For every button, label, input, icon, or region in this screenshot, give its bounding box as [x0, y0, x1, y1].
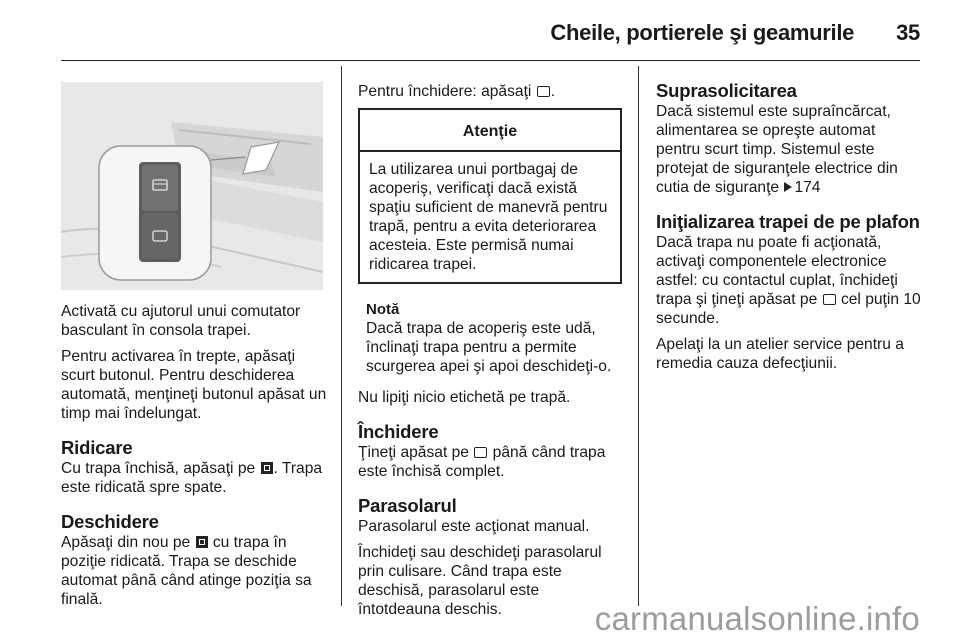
section-ridicare — [61, 437, 329, 497]
close-instruction: Pentru închidere: apăsaţi . — [358, 83, 556, 100]
no-sticker-text: Nu lipiţi nicio etichetă pe trapă. — [358, 389, 571, 406]
heading-parasolarul: Parasolarul — [358, 495, 457, 516]
header-rule — [61, 60, 920, 61]
initializare-text: Dacă trapa nu poate fi acţionată, activaţi componentele electronice astfel: cu contactul cuplat, închideţi trapa şi ţineţi apăsat pe cel puţin 10 secunde. — [656, 234, 921, 327]
right-column — [656, 80, 922, 380]
page-reference: 174 — [794, 179, 821, 196]
section-parasolarul — [358, 495, 622, 619]
close-button-icon — [537, 86, 550, 97]
suprasolicitarea-text: Dacă sistemul este supraîncărcat, alimentarea se opreşte automat pentru scurt timp. Sistemul este protejat de siguranţele electrice din cutia de siguranţe 174 — [656, 103, 898, 196]
left-column — [61, 302, 329, 616]
heading-inchidere: Închidere — [358, 421, 439, 442]
heading-deschidere: Deschidere — [61, 511, 159, 532]
tilt-button-icon — [196, 536, 208, 548]
page-reference-icon — [784, 182, 792, 192]
initializare-text-2: Apelaţi la un atelier service pentru a remedia cauza defecţiunii. — [656, 336, 904, 372]
inchidere-text: Ţineţi apăsat pe până când trapa este închisă complet. — [358, 444, 606, 480]
section-deschidere — [61, 511, 329, 609]
page-number: 35 — [896, 20, 920, 45]
warning-body: La utilizarea unui portbagaj de acoperiş, verificaţi dacă există spaţiu suficient de manevră pentru trapă, pentru a evita deteriorarea acesteia. Este permisă numai ridicarea trapei. — [369, 161, 608, 273]
close-button-icon — [474, 447, 487, 458]
deschidere-text: Apăsaţi din nou pe cu trapa în poziţie ridicată. Trapa se deschide automat până când atinge poziţia sa finală. — [61, 534, 312, 608]
note-body: Dacă trapa de acoperiş este udă, înclinaţi trapa pentru a permite scurgerea apei şi apoi deschideţi-o. — [366, 320, 612, 375]
tilt-button-icon — [261, 462, 273, 474]
warning-title: Atenţie — [360, 110, 620, 152]
close-button-icon — [823, 294, 836, 305]
ridicare-text: Cu trapa închisă, apăsaţi pe . Trapa este ridicată spre spate. — [61, 460, 323, 496]
parasolarul-text-1: Parasolarul este acţionat manual. — [358, 518, 590, 535]
section-initializare — [656, 211, 922, 373]
page-header — [0, 18, 920, 48]
heading-suprasolicitarea: Suprasolicitarea — [656, 80, 797, 101]
step-paragraph: Pentru activarea în trepte, apăsaţi scurt butonul. Pentru deschiderea automată, menţineţi butonul apăsat un timp mai îndelungat. — [61, 348, 327, 422]
section-suprasolicitarea — [656, 80, 922, 197]
column-divider-2 — [638, 66, 639, 606]
heading-ridicare: Ridicare — [61, 437, 133, 458]
note-block — [358, 300, 622, 376]
watermark: carmanualsonline.info — [594, 600, 920, 637]
section-inchidere — [358, 421, 622, 481]
intro-paragraph: Activată cu ajutorul unui comutator basculant în consola trapei. — [61, 303, 301, 339]
sunroof-switch-illustration — [61, 82, 323, 290]
page-title: Cheile, portierele şi geamurile — [550, 20, 855, 45]
parasolarul-text-2: Închideţi sau deschideţi parasolarul prin culisare. Când trapa este deschisă, parasolarul este întotdeauna deschis. — [358, 544, 602, 618]
note-title: Notă — [366, 301, 400, 318]
warning-box — [358, 108, 622, 284]
heading-initializare: Iniţializarea trapei de pe plafon — [656, 211, 920, 232]
column-divider-1 — [341, 66, 342, 606]
middle-column — [358, 82, 622, 626]
